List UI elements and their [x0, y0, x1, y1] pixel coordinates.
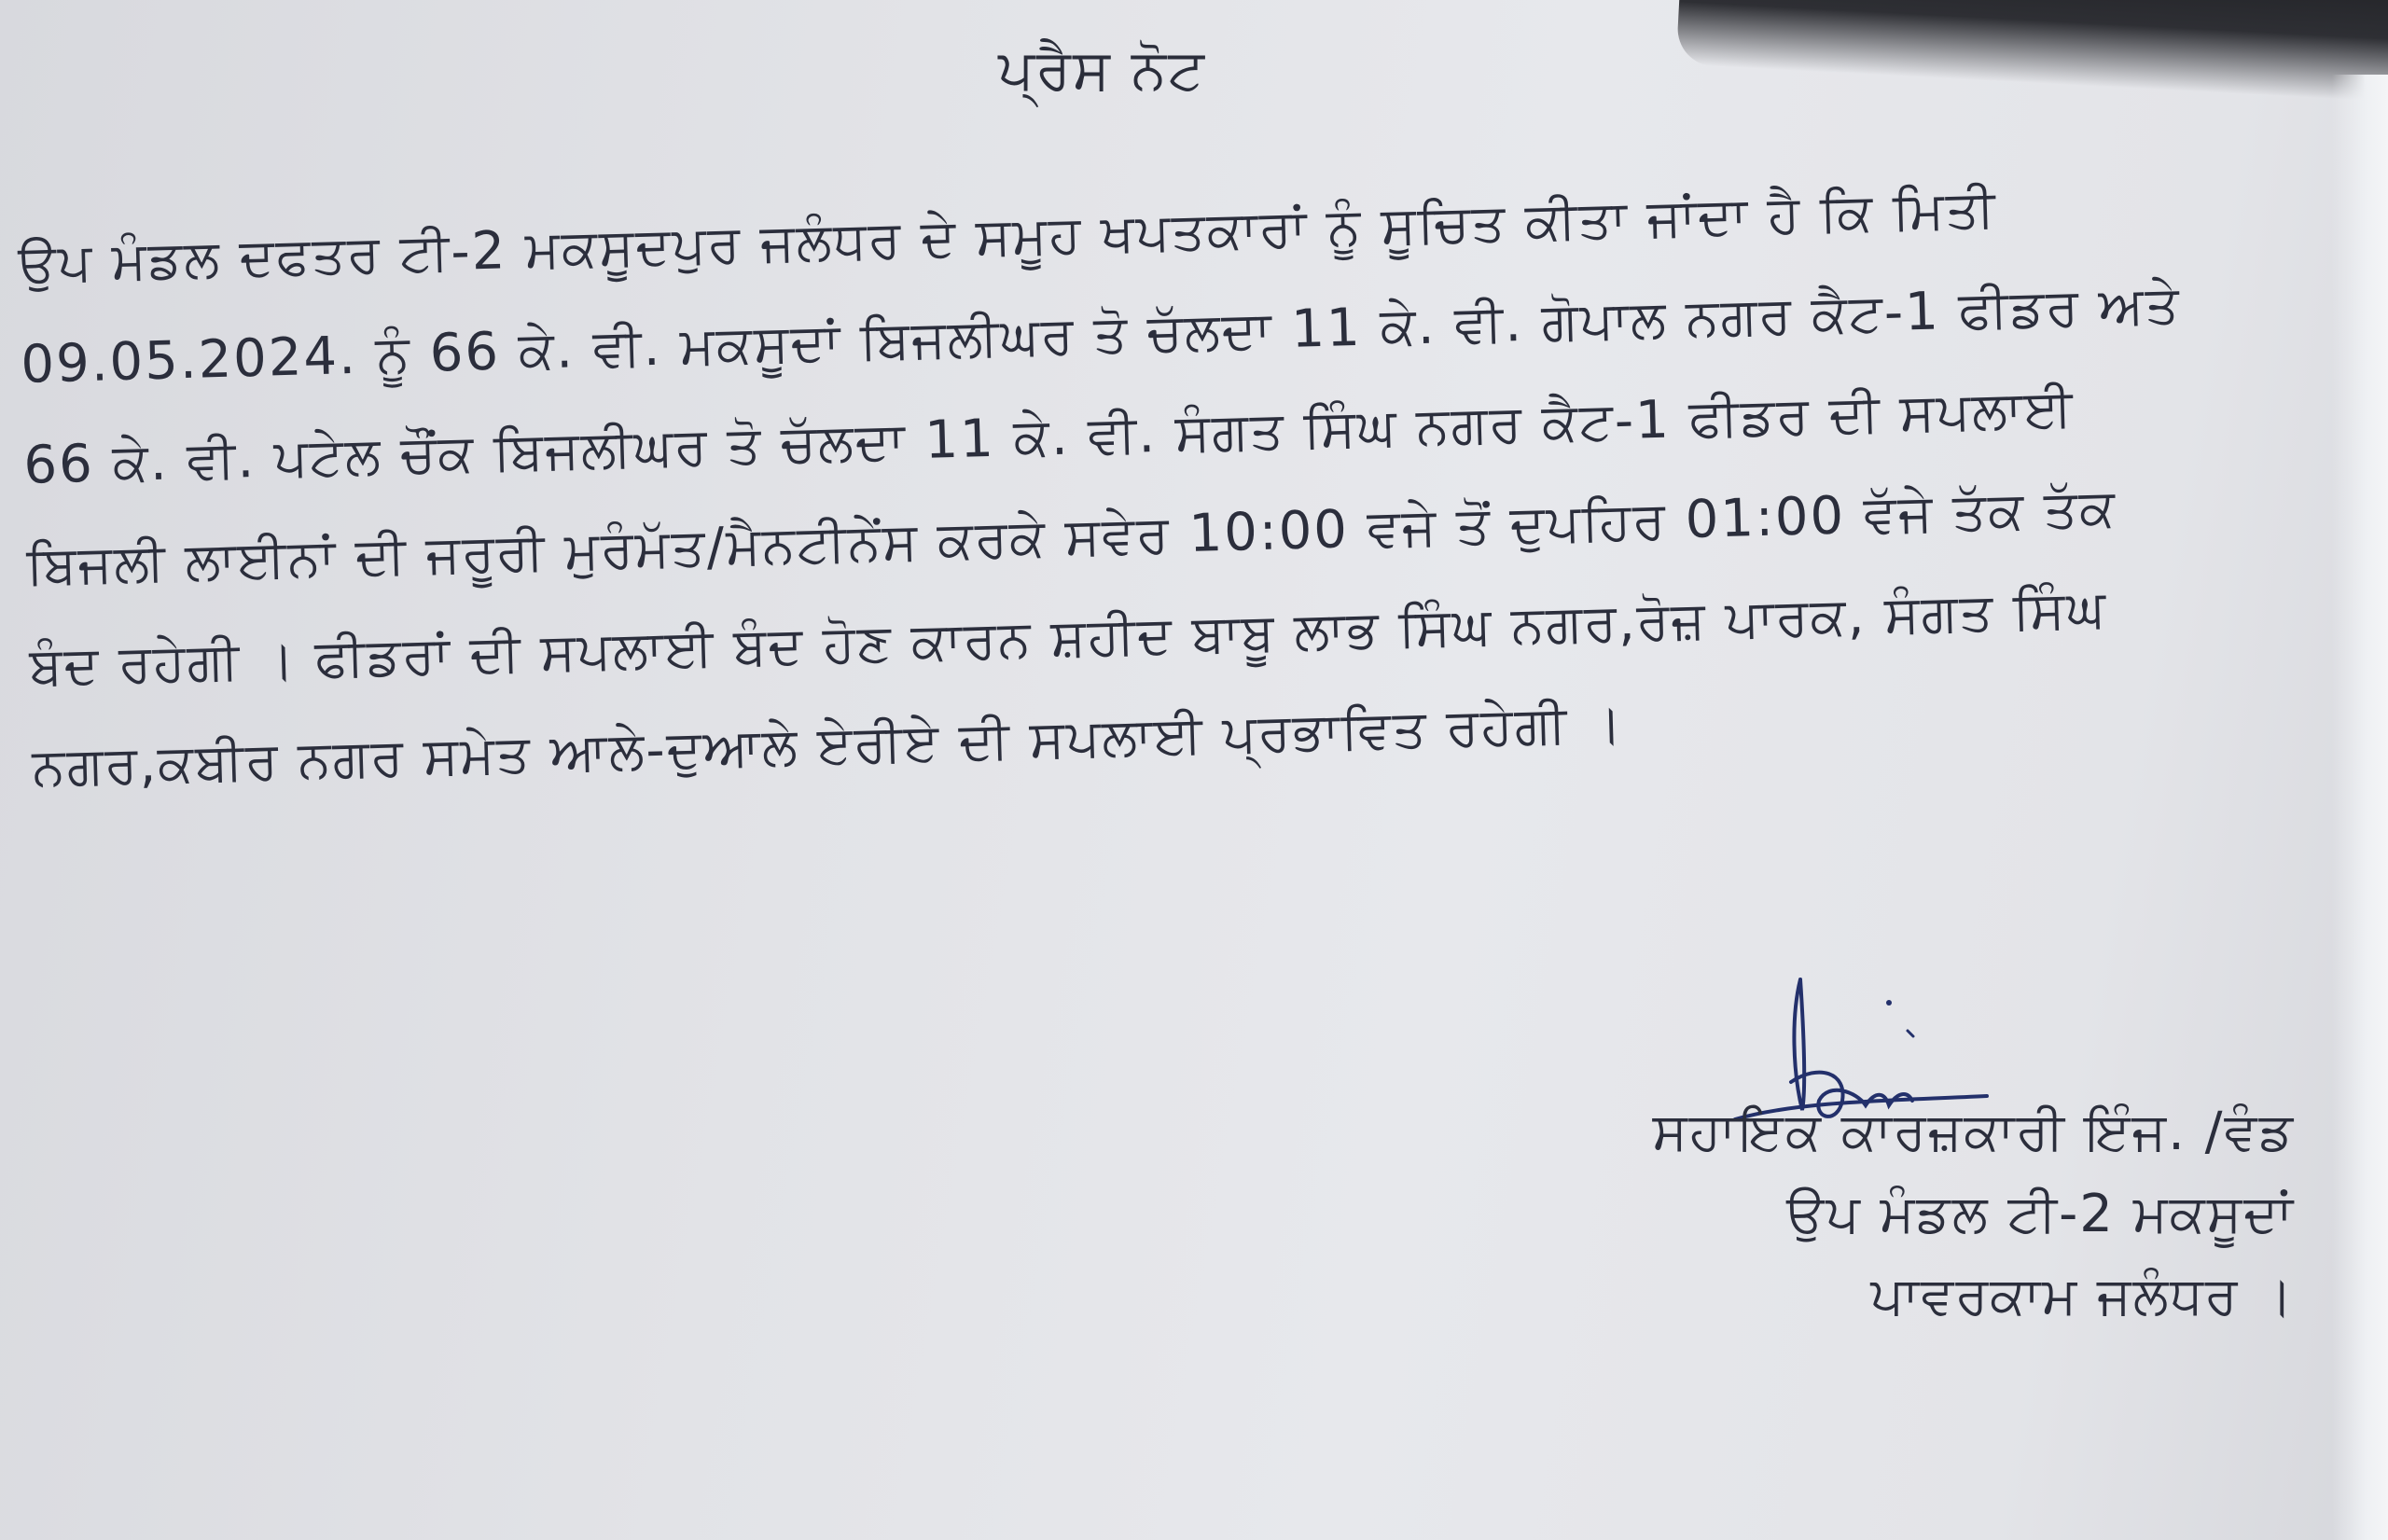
paper-edge: [2332, 75, 2388, 1540]
document-title: ਪ੍ਰੈਸ ਨੋਟ: [998, 37, 1206, 103]
signatory-office: ਉਪ ਮੰਡਲ ਟੀ-2 ਮਕਸੂਦਾਂ: [1786, 1184, 2295, 1244]
signatory-organization: ਪਾਵਰਕਾਮ ਜਲੰਧਰ ।: [1870, 1266, 2295, 1326]
body-line-6: ਨਗਰ,ਕਬੀਰ ਨਗਰ ਸਮੇਤ ਆਲੇ-ਦੁਆਲੇ ਏਰੀਏ ਦੀ ਸਪਲਾਈ ਪ੍ਰਭਾਵਿਤ ਰਹੇਗੀ ।: [31, 693, 1625, 798]
body-line-3: 66 ਕੇ. ਵੀ. ਪਟੇਲ ਚੌਂਕ ਬਿਜਲੀਘਰ ਤੋ ਚੱਲਦਾ 11 ਕੇ. ਵੀ. ਸੰਗਤ ਸਿੰਘ ਨਗਰ ਕੈਟ-1 ਫੀਡਰ ਦੀ ਸਪਲਾਈ: [22, 378, 2076, 496]
signature-block: [1652, 1091, 2295, 1338]
document-body: [17, 154, 2215, 819]
body-line-2: 09.05.2024. ਨੂੰ 66 ਕੇ. ਵੀ. ਮਕਸੂਦਾਂ ਬਿਜਲੀਘਰ ਤੋ ਚੱਲਦਾ 11 ਕੇ. ਵੀ. ਗੋਪਾਲ ਨਗਰ ਕੈਟ-1 ਫੀਡਰ ਅਤੇ: [20, 274, 2182, 395]
body-line-4: ਬਿਜਲੀ ਲਾਈਨਾਂ ਦੀ ਜਰੂਰੀ ਮੁਰੰਮੱਤ/ਮੈਨਟੀਨੇਂਸ ਕਰਕੇ ਸਵੇਰ 10:00 ਵਜੇ ਤੋਂ ਦੁਪਹਿਰ 01:00 ਵੱਜੇ ਤੱਕ ਤੱਕ: [25, 478, 2117, 597]
photo-shadow: [1676, 0, 2388, 104]
signatory-designation: ਸਹਾਇਕ ਕਾਰਜ਼ਕਾਰੀ ਇੰਜ. /ਵੰਡ: [1652, 1102, 2295, 1162]
body-line-5: ਬੰਦ ਰਹੇਗੀ । ਫੀਡਰਾਂ ਦੀ ਸਪਲਾਈ ਬੰਦ ਹੋਣ ਕਾਰਨ ਸ਼ਹੀਦ ਬਾਬੂ ਲਾਭ ਸਿੰਘ ਨਗਰ,ਰੋਜ਼ ਪਾਰਕ, ਸੰਗਤ ਸਿੰਘ: [28, 578, 2108, 698]
body-line-1: ਉਪ ਮੰਡਲ ਦਫਤਰ ਟੀ-2 ਮਕਸੂਦਪੁਰ ਜਲੰਧਰ ਦੇ ਸਮੂਹ ਖਪਤਕਾਰਾਂ ਨੂੰ ਸੂਚਿਤ ਕੀਤਾ ਜਾਂਦਾ ਹੈ ਕਿ ਮਿਤੀ: [17, 178, 1998, 295]
